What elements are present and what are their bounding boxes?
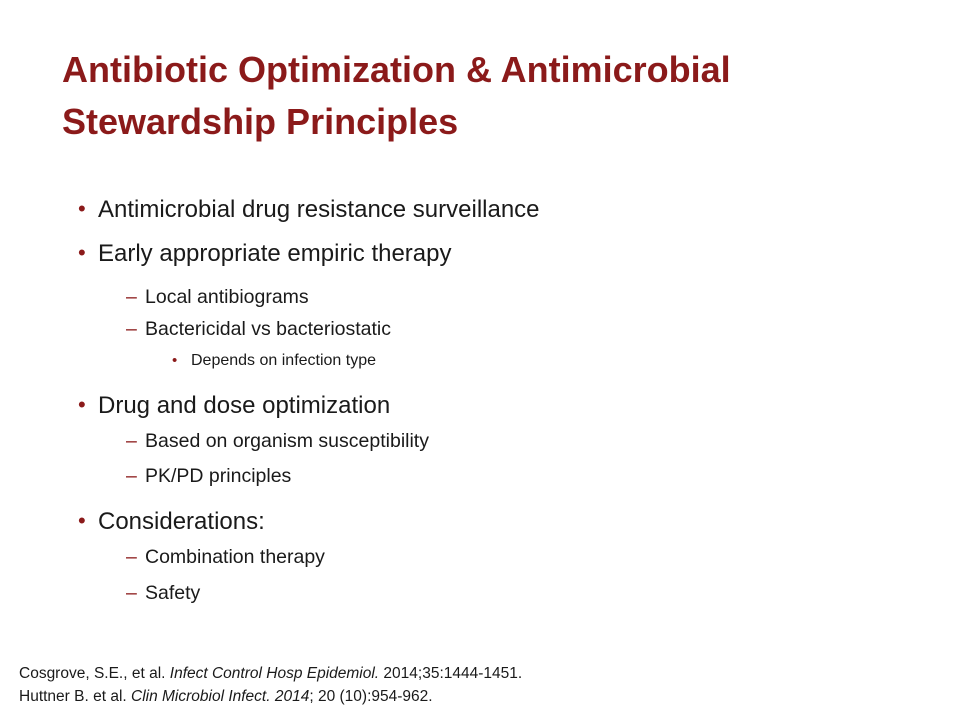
bullet-text: Drug and dose optimization <box>98 392 391 419</box>
bullet-icon: • <box>78 196 86 221</box>
slide-title <box>62 44 922 148</box>
reference-authors: Huttner B. et al. <box>19 688 131 705</box>
reference-2 <box>19 685 522 708</box>
reference-1 <box>19 662 522 685</box>
dash-icon: – <box>126 465 137 487</box>
sub-bullet-text: Safety <box>145 582 201 604</box>
references <box>19 662 522 708</box>
bullet-icon: • <box>78 508 86 533</box>
dash-icon: – <box>126 286 137 308</box>
reference-journal: Clin Microbiol Infect. 2014 <box>131 688 310 705</box>
bullet-text: Antimicrobial drug resistance surveillance <box>98 196 540 223</box>
bullet-text: Early appropriate empiric therapy <box>98 240 452 267</box>
reference-details: ; 20 (10):954-962. <box>309 688 433 705</box>
sub-bullet-text: Bactericidal vs bacteriostatic <box>145 318 392 340</box>
sub-bullet-text: PK/PD principles <box>145 465 292 487</box>
reference-details: 2014;35:1444-1451. <box>379 665 523 682</box>
reference-authors: Cosgrove, S.E., et al. <box>19 665 170 682</box>
sub-bullet-text: Local antibiograms <box>145 286 309 308</box>
reference-journal: Infect Control Hosp Epidemiol. <box>169 665 380 682</box>
dash-icon: – <box>126 318 137 340</box>
sub-bullet-text: Based on organism susceptibility <box>145 430 429 452</box>
title-line-1: Antibiotic Optimization & Antimicrobial <box>62 49 731 90</box>
sub-sub-bullet-text: Depends on infection type <box>191 352 377 369</box>
sub-bullet-text: Combination therapy <box>145 546 325 568</box>
title-line-2: Stewardship Principles <box>62 101 459 142</box>
dash-icon: – <box>126 430 137 452</box>
bullet-icon: • <box>78 240 86 265</box>
dash-icon: – <box>126 546 137 568</box>
bullet-icon: • <box>172 352 178 369</box>
bullet-text: Considerations: <box>98 508 265 535</box>
dash-icon: – <box>126 582 137 604</box>
bullet-icon: • <box>78 392 86 417</box>
